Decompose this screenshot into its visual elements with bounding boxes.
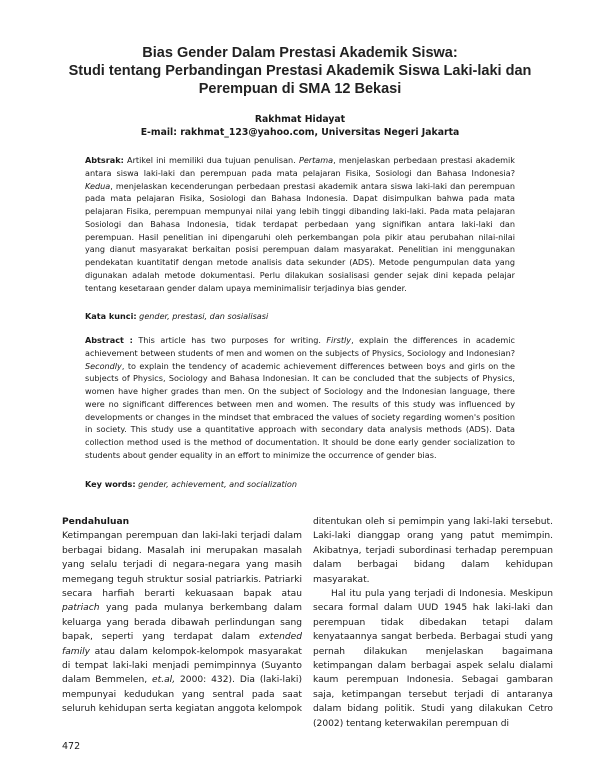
right-column-paragraph-2: Hal itu pula yang terjadi di Indonesia. Meskipun secara formal dalam UUD 1945 hak laki-laki dan perempuan tidak dibedakan tetapi dalam kenyataannya sangat berbeda. Berbagai studi yang pernah dilakukan menjelaskan bagaimana ketimpangan dalam berbagai aspek selalu dialami kaum perempuan Indonesia. Sebagai gambaran saja, ketimpangan tersebut terjadi di antaranya dalam bidang politik. Studi yang dilakukan Cetro (2002) tentang keterwakilan perempuan di [313,589,553,729]
left-col-em-3: et.al, [152,675,176,686]
left-column-paragraph [62,529,302,716]
abstrak-em-2: Kedua [85,180,111,191]
abstract-em-1: Firstly [326,335,352,345]
right-column-paragraph-1: ditentukan oleh si pemimpin yang laki-laki tersebut. Laki-laki dianggap orang yang patut memimpin. Akibatnya, terjadi subordinasi terhadap perempuan dalam berbagai bidang dalam kehidupan masyarakat. [313,517,553,585]
key-words-label: Key words: [85,479,136,489]
section-heading-pendahuluan: Pendahuluan [62,517,130,527]
abstract-em-2: Secondly [85,360,122,371]
left-col-text-d: 2000: 432). Dia (laki-laki) mempunyai kedudukan yang sentral pada saat seluruh kehidupan serta kegiatan anggota kelompok [62,675,303,715]
abstract-text-1: This article has two purposes for writing. [132,335,327,345]
abstrak-text-2: , menjelaskan perbedaan prestasi akademik antara siswa laki-laki dan perempuan pada mata pelajaran Fisika, Sosiologi dan Bahasa Indonesia? [85,155,515,178]
kata-kunci-label: Kata kunci: [85,311,137,321]
abstrak-label: Abtsrak: [85,155,124,165]
abstrak-text-3: , menjelaskan kecenderungan perbedaan prestasi akademik antara siswa laki-laki dan perempuan pada mata pelajaran Fisika, Sosiologi dan Bahasa Indonesia. Dapat disimpulkan bahwa pada mata pelajaran Fisika, perempuan mempunyai nilai yang lebih tinggi dibanding laki-laki. Pada mata pelajaran Sosiologi dan Bahasa Indonesia, tidak terdapat perbedaan yang signifikan antara laki-laki dan perempuan. Hasil penelitian ini dipengaruhi oleh perkembangan pola pikir atau perubahan nilai-nilai yang dianut masyarakat berkaitan posisi perempuan dalam masyarakat. Penelitian ini menggunakan pendekatan kuantitatif dengan metode analisis data sekunder (ADS). Metode pengumpulan data yang digunakan adalah metode dokumentasi. Perlu dilakukan sosialisasi gender sejak dini kepada pelajar tentang kesetaraan gender dalam upaya meminimalisir terjadinya bias gender. [85,180,515,293]
key-words [85,478,515,490]
left-column [62,515,302,717]
abstract-label: Abstract : [85,335,133,345]
paper-title-line-3: Perempuan di SMA 12 Bekasi [198,81,402,97]
left-col-text-b: yang pada mulanya berkembang dalam keluarga yang berada dibawah perlindungan sang bapak, seperti yang terdapat dalam [62,603,302,643]
author-email-affiliation: E-mail: rakhmat_123@yahoo.com, Universitas Negeri Jakarta [140,127,460,138]
right-column [313,515,553,731]
paper-title-line-2: Studi tentang Perbandingan Prestasi Akademik Siswa Laki-laki dan [68,63,532,79]
key-words-value: gender, achievement, and socialization [135,479,297,489]
author-name: Rakhmat Hidayat [254,114,346,125]
abstract-text-3: , to explain the tendency of academic achievement differences between boys and girls on the subjects of Physics, Sociology and Bahasa Indonesian. It can be concluded that the subjects of Physics, women have higher grades than men. On the subject of Sociology and the Indonesian language, there were no significant differences between men and women. The results of this study was influenced by developments or changes in the mindset that embraced the values of society regarding women's position in society. This study use a quantitative approach with secondary data analysis methods (ADS). Data collection method used is the method of documentation. It should be done early gender socialization to students about gender equality in an effort to minimize the occurrence of gender bias. [85,360,515,460]
abstract-text-2: , explain the differences in academic achievement between students of men and women on the subjects of Physics, Sociology and Indonesian? [85,335,516,358]
abstrak-em-1: Pertama [298,155,334,165]
left-col-text-c: atau dalam kelompok-kelompok masyarakat di tempat laki-laki menjadi pemimpinnya (Suyanto dalam Bemmelen, [62,646,302,686]
abstrak-text-1: Artikel ini memiliki dua tujuan penulisan. [123,155,299,165]
left-col-em-2: extended family [62,632,302,657]
kata-kunci-value: gender, prestasi, dan sosialisasi [136,311,269,321]
abstract-block [85,334,515,462]
left-col-text-a: Ketimpangan perempuan dan laki-laki terjadi dalam berbagai bidang. Masalah ini merupakan masalah yang selalu terjadi di negara-negara yang masih memegang teguh struktur sosial patriarkis. Patriarki secara harfiah berarti kekuasaan bapak atau [62,531,302,600]
page-number: 472 [62,741,81,752]
paper-title-line-1: Bias Gender Dalam Prestasi Akademik Siswa: [142,45,458,61]
kata-kunci [85,310,515,322]
left-col-em-1: patriach [62,603,100,614]
abstrak-block [85,154,515,294]
